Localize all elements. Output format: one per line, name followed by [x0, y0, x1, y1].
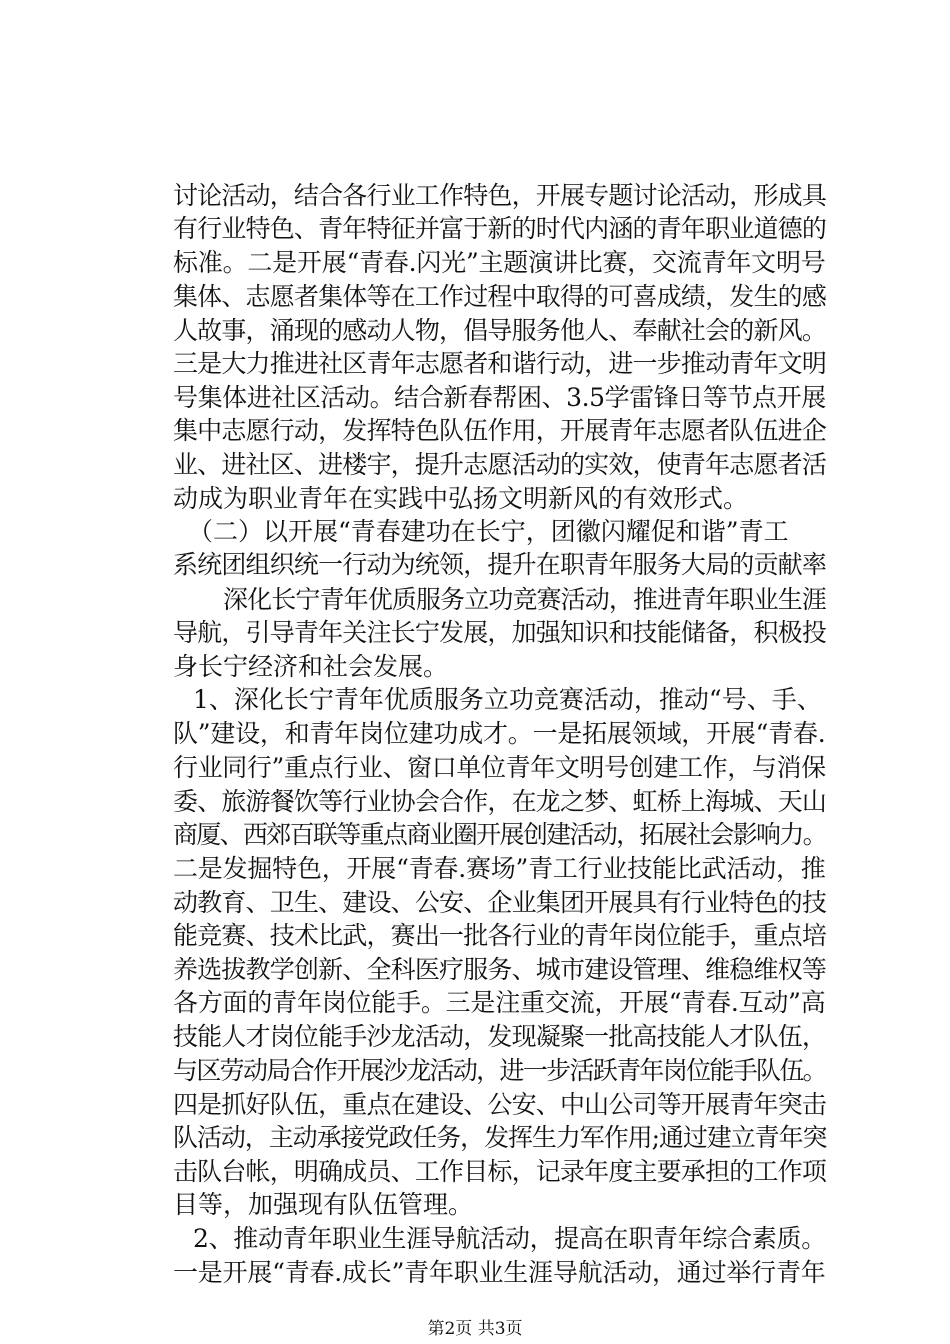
text-line: 技能人才岗位能手沙龙活动，发现凝聚一批高技能人才队伍， — [173, 1022, 827, 1051]
text-line: 能竞赛、技术比武，赛出一批各行业的青年岗位能手，重点培 — [173, 921, 827, 950]
text-line: 1、深化长宁青年优质服务立功竞赛活动，推动“号、手、 — [193, 685, 822, 714]
text-line: 深化长宁青年优质服务立功竞赛活动，推进青年职业生涯 — [223, 585, 827, 614]
text-line: 集中志愿行动，发挥特色队伍作用，开展青年志愿者队伍进企 — [173, 416, 827, 445]
text-line: 号集体进社区活动。结合新春帮困、3.5学雷锋日等节点开展 — [173, 383, 826, 412]
text-line: 与区劳动局合作开展沙龙活动，进一步活跃青年岗位能手队伍。 — [173, 1056, 827, 1085]
text-line: 动成为职业青年在实践中弘扬文明新风的有效形式。 — [173, 484, 749, 513]
text-line: 四是抓好队伍，重点在建设、公安、中山公司等开展青年突击 — [173, 1090, 827, 1119]
text-line: 动教育、卫生、建设、公安、企业集团开展具有行业特色的技 — [173, 888, 827, 917]
text-line: 三是大力推进社区青年志愿者和谐行动，进一步推动青年文明 — [173, 349, 827, 378]
section-heading-line: 系统团组织统一行动为统领，提升在职青年服务大局的贡献率 — [173, 550, 827, 579]
section-heading-line: （二）以开展“青春建功在长宁，团徽闪耀促和谐”青工 — [188, 517, 789, 546]
text-line: 二是发掘特色，开展“青春.赛场”青工行业技能比武活动，推 — [173, 854, 826, 883]
text-line: 导航，引导青年关注长宁发展，加强知识和技能储备，积极投 — [173, 618, 827, 647]
text-line: 养选拔教学创新、全科医疗服务、城市建设管理、维稳维权等 — [173, 955, 827, 984]
text-line: 有行业特色、青年特征并富于新的时代内涵的青年职业道德的 — [173, 214, 827, 243]
text-line: 讨论活动，结合各行业工作特色，开展专题讨论活动，形成具 — [173, 181, 827, 210]
text-line: 行业同行”重点行业、窗口单位青年文明号创建工作，与消保 — [173, 753, 826, 782]
text-line: 人故事，涌现的感动人物，倡导服务他人、奉献社会的新风。 — [173, 316, 827, 345]
text-line: 队活动，主动承接党政任务，发挥生力军作用;通过建立青年突 — [173, 1123, 827, 1152]
text-line: 各方面的青年岗位能手。三是注重交流，开展“青春.互动”高 — [173, 988, 826, 1017]
text-line: 队”建设，和青年岗位建功成才。一是拓展领域，开展“青春. — [173, 719, 826, 748]
page-footer: 第2页 共3页 — [427, 1319, 523, 1339]
text-line: 商厦、西郊百联等重点商业圈开展创建活动，拓展社会影响力。 — [173, 820, 827, 849]
text-line: 集体、志愿者集体等在工作过程中取得的可喜成绩，发生的感 — [173, 282, 827, 311]
text-line: 业、进社区、进楼宇，提升志愿活动的实效，使青年志愿者活 — [173, 450, 827, 479]
text-line: 身长宁经济和社会发展。 — [173, 652, 449, 681]
text-line: 2、推动青年职业生涯导航活动，提高在职青年综合素质。 — [193, 1224, 826, 1253]
text-line: 目等，加强现有队伍管理。 — [173, 1190, 474, 1219]
text-line: 击队台帐，明确成员、工作目标，记录年度主要承担的工作项 — [173, 1157, 827, 1186]
text-line: 委、旅游餐饮等行业协会合作，在龙之梦、虹桥上海城、天山 — [173, 787, 827, 816]
text-line: 标准。二是开展“青春.闪光”主题演讲比赛，交流青年文明号 — [173, 248, 826, 277]
text-line: 一是开展“青春.成长”青年职业生涯导航活动，通过举行青年 — [173, 1258, 826, 1287]
